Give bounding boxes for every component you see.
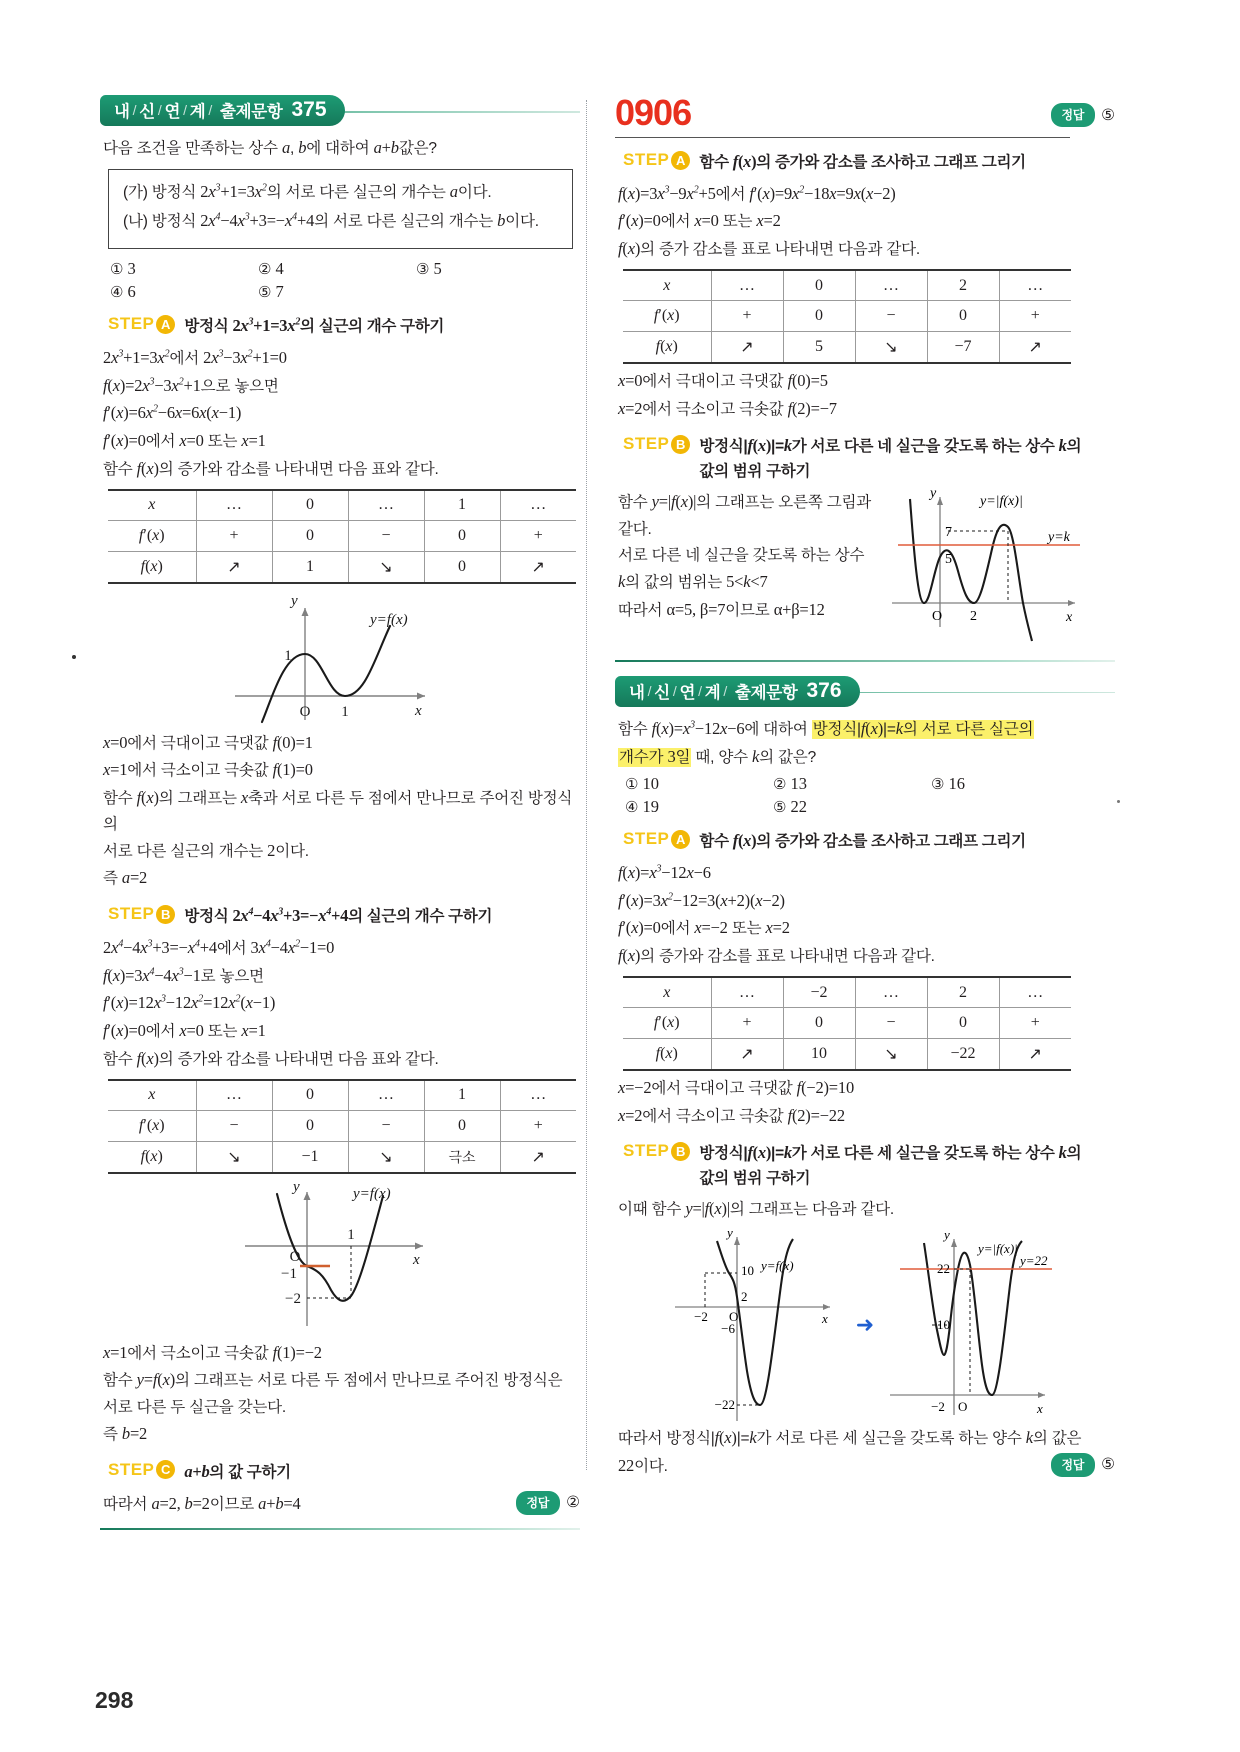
step-b-title: 방정식|f(x)|=k가 서로 다른 세 실근을 갖도록 하는 상수 k의 값의 범위 구하기: [699, 1143, 1082, 1188]
badge-char-3: 연: [164, 103, 181, 121]
step-c-title: a+b의 값 구하기: [184, 1461, 291, 1481]
step-a-0906: [623, 150, 1115, 175]
p2-stepa-line-3: f′(x)=0에서 x=−2 또는 x=2: [618, 918, 790, 938]
stepa-after-5: 즉 a=2: [103, 868, 148, 888]
svg-text:O: O: [299, 703, 311, 720]
step-label: STEP A: [623, 829, 690, 849]
step-label: STEP A: [623, 150, 690, 170]
answer-value: ②: [566, 1494, 580, 1512]
graph-cubic-375: [210, 588, 470, 728]
table-row: f′(x) − 0 − 0 +: [108, 1111, 576, 1142]
svg-text:y=|f(x)|: y=|f(x)|: [978, 1241, 1018, 1257]
choice-3[interactable]: ③ 5: [416, 259, 442, 279]
choice-4[interactable]: ④ 19: [625, 797, 659, 817]
step-a-376: [623, 829, 1115, 854]
badge-number: 376: [806, 678, 842, 702]
svg-text:y: y: [726, 1225, 733, 1241]
step-circle-b: B: [671, 435, 690, 454]
stepb-text-block: [615, 489, 880, 624]
svg-text:x: x: [1066, 610, 1073, 626]
condition-box: [108, 169, 573, 249]
answer-375: [516, 1491, 581, 1515]
r-stepb-line-1: 함수 y=|f(x)|의 그래프는 오른쪽 그림과: [618, 492, 872, 512]
section-separator: [100, 1528, 580, 1530]
p2-stepa-after-2: x=2에서 극소이고 극솟값 f(2)=−22: [618, 1105, 845, 1125]
stepa-after-4: 서로 다른 실근의 개수는 2이다.: [103, 840, 309, 860]
left-column: [100, 95, 580, 1530]
table-row: f′(x) + 0 − 0 +: [623, 301, 1071, 332]
condition-ga: (가) 방정식 $2x^3+1=3x^2$의 서로 다른 실근의 개수는 a이다.: [123, 181, 492, 201]
stepa-line-5: 함수 f(x)의 증가와 감소를 나타내면 다음 표와 같다.: [103, 458, 439, 478]
problem-376-header: [615, 676, 1115, 710]
choice-row-2: [110, 282, 580, 302]
table-row: f(x) ↘ −1 ↘ 극소 ↗: [108, 1142, 576, 1173]
table-row: f′(x) + 0 − 0 +: [108, 521, 576, 552]
choice-2[interactable]: ② 13: [773, 774, 807, 794]
svg-text:y=f(x): y=f(x): [370, 611, 408, 628]
choice-3[interactable]: ③ 16: [931, 774, 965, 794]
graph-fx-376: [665, 1225, 850, 1425]
svg-text:1: 1: [284, 647, 292, 664]
graph-quartic-375: [205, 1178, 475, 1338]
svg-text:x: x: [413, 1251, 420, 1268]
svg-text:y: y: [293, 1178, 300, 1195]
step-a-title: 함수 f(x)의 증가와 감소를 조사하고 그래프 그리기: [699, 152, 1026, 171]
badge-char-4: 계: [704, 683, 721, 702]
choice-row-1: [110, 259, 580, 279]
stepa-line-1: $2x^3+1=3x^2$에서 $2x^3-3x^2+1=0$: [103, 347, 287, 367]
svg-text:7: 7: [945, 525, 952, 541]
badge-suffix: 출제문항: [734, 683, 798, 702]
p2-stepb-line: 이때 함수 y=|f(x)|의 그래프는 다음과 같다.: [618, 1199, 895, 1219]
svg-text:2: 2: [970, 609, 977, 625]
svg-text:y=f(x): y=f(x): [760, 1258, 794, 1274]
stepa-line-3: $f'(x)=6x^2-6x=6x(x-1)$: [103, 403, 242, 423]
badge-char-1: 내: [629, 683, 645, 702]
p2-stepa-after-1: x=−2에서 극대이고 극댓값 f(−2)=10: [618, 1077, 855, 1097]
svg-text:O: O: [289, 1248, 301, 1265]
badge-char-4: 계: [189, 103, 206, 121]
step-b-title: 방정식 $2x^4-4x^3+3=-x^4+4$의 실근의 개수 구하기: [184, 906, 493, 926]
svg-text:−22: −22: [714, 1397, 735, 1413]
stepa-after-1: x=0에서 극대이고 극댓값 f(0)=1: [103, 732, 313, 752]
naesin-badge-375: 내 / 신 / 연 / 계 / 출제문항 375: [100, 95, 345, 126]
r-stepa-line-3: f(x)의 증가 감소를 표로 나타내면 다음과 같다.: [618, 239, 920, 259]
step-b-title: 방정식|f(x)|=k가 서로 다른 네 실근을 갖도록 하는 상수 k의 값의 범위 구하기: [699, 436, 1082, 481]
table-row: x … 0 … 1 …: [108, 490, 576, 521]
highlight-2: 개수가 3일: [619, 746, 691, 766]
column-divider: [586, 100, 587, 1470]
table-row: x … 0 … 1 …: [108, 1080, 576, 1111]
r-stepb-line-4: k의 값의 범위는 5<k<7: [618, 572, 768, 592]
table-row: f(x) ↗ 10 ↘ −22 ↗: [623, 1039, 1071, 1070]
choice-4[interactable]: ④ 6: [110, 282, 136, 302]
increase-decrease-table-1: [108, 489, 576, 584]
svg-text:y: y: [930, 486, 937, 502]
svg-text:O: O: [728, 1309, 739, 1325]
graph-absfx-376: [880, 1225, 1065, 1425]
svg-text:1: 1: [341, 703, 349, 720]
step-b-375: [108, 904, 580, 929]
step-circle-a: A: [156, 315, 175, 334]
svg-text:x: x: [415, 702, 422, 719]
step-circle-c: C: [156, 1460, 175, 1479]
graph-abs-0906: [880, 483, 1095, 648]
svg-text:22: 22: [937, 1261, 951, 1277]
arrow-right-icon: ➜: [855, 1312, 875, 1338]
choice-1[interactable]: ① 10: [625, 774, 659, 794]
svg-text:−2: −2: [285, 1290, 301, 1307]
step-circle-a: A: [671, 830, 690, 849]
svg-text:1: 1: [347, 1226, 355, 1243]
stepb-after-2: 함수 y=f(x)의 그래프는 서로 다른 두 점에서 만나므로 주어진 방정식은: [103, 1370, 563, 1390]
stepb-after-4: 즉 b=2: [103, 1424, 148, 1444]
step-a-title: 함수 f(x)의 증가와 감소를 조사하고 그래프 그리기: [699, 831, 1026, 851]
svg-text:10: 10: [740, 1263, 754, 1279]
step-label: STEP B: [108, 904, 175, 924]
answer-label: 정답: [1051, 1453, 1096, 1477]
step-b-0906: [623, 434, 1115, 483]
stepb-after-1: x=1에서 극소이고 극솟값 f(1)=−2: [103, 1342, 322, 1362]
svg-text:y: y: [291, 592, 298, 609]
p2-conclusion-2: 22이다.: [618, 1455, 668, 1475]
page-number: 298: [95, 1687, 134, 1713]
answer-label: 정답: [1051, 103, 1096, 127]
r-stepb-line-5: 따라서 α=5, β=7이므로 α+β=12: [618, 600, 825, 619]
answer-value: ⑤: [1101, 106, 1115, 124]
choice-2[interactable]: ② 4: [258, 259, 284, 279]
stepa-after-3: 함수 f(x)의 그래프는 x축과 서로 다른 두 점에서 만나므로 주어진 방정식의: [103, 787, 573, 833]
step-c-375: [108, 1460, 580, 1485]
problem-number-0906: 0906: [615, 92, 692, 133]
stepb-line-1: $2x^4-4x^3+3=-x^4+4$에서 $3x^4-4x^2-1=0$: [103, 937, 335, 957]
step-label: STEP C: [108, 1460, 175, 1480]
svg-text:−2: −2: [931, 1399, 946, 1415]
choices-375: [110, 259, 580, 302]
choice-row-2: [625, 797, 1115, 817]
table-row: x … 0 … 2 …: [623, 270, 1071, 301]
svg-text:y=|f(x)|: y=|f(x)|: [980, 494, 1023, 510]
problem-375-header: [100, 95, 580, 129]
svg-text:x: x: [1037, 1401, 1043, 1417]
svg-text:y=k: y=k: [1048, 530, 1070, 546]
graph-pair-376: [615, 1225, 1115, 1425]
svg-text:5: 5: [945, 552, 952, 568]
stepb-line-2: $f(x)=3x^4-4x^3-1$로 놓으면: [103, 965, 264, 985]
answer-label: 정답: [516, 1491, 561, 1515]
table-row: x … −2 … 2 …: [623, 977, 1071, 1008]
step-label: STEP B: [623, 434, 690, 454]
svg-text:10: 10: [937, 1317, 951, 1333]
increase-decrease-table-0906: [623, 269, 1071, 364]
stepb-line-4: f′(x)=0에서 x=0 또는 x=1: [103, 1021, 266, 1041]
answer-376: [1051, 1453, 1116, 1477]
answer-value: ⑤: [1101, 1456, 1115, 1474]
stepa-line-4: f′(x)=0에서 x=0 또는 x=1: [103, 431, 266, 451]
p2-stepa-line-1: $f(x)=x^3-12x-6$: [618, 863, 711, 883]
stepa-after-2: x=1에서 극소이고 극솟값 f(1)=0: [103, 760, 313, 780]
problem-376-prompt-line1: 함수 $f(x)=x^3-12x-6$에 대하여 방정식|f(x)|=k의 서로 다른 실근의: [618, 718, 1034, 738]
step-b-376: [623, 1141, 1115, 1190]
problem-rule: [615, 137, 1070, 138]
svg-text:−6: −6: [720, 1321, 735, 1337]
stepb-after-3: 서로 다른 두 실근을 갖는다.: [103, 1398, 287, 1416]
table-row: f(x) ↗ 1 ↘ 0 ↗: [108, 552, 576, 583]
p2-conclusion-1: 따라서 방정식|f(x)|=k가 서로 다른 세 실근을 갖도록 하는 양수 k의 값은: [618, 1428, 1082, 1448]
highlight-1: 방정식|f(x)|=k의 서로 다른 실근의: [812, 718, 1034, 738]
svg-text:−1: −1: [281, 1265, 297, 1282]
svg-text:y: y: [944, 1227, 950, 1243]
stepb-line-5: 함수 f(x)의 증가와 감소를 나타내면 다음 표와 같다.: [103, 1048, 439, 1068]
naesin-badge-376: 내 / 신 / 연 / 계 / 출제문항 376: [615, 676, 860, 707]
p2-stepa-line-2: $f'(x)=3x^2-12=3(x+2)(x-2)$: [618, 890, 785, 910]
increase-decrease-table-376: [623, 976, 1071, 1071]
r-stepa-after-1: x=0에서 극대이고 극댓값 f(0)=5: [618, 370, 828, 390]
stepa-line-2: $f(x)=2x^3-3x^2+1$으로 놓으면: [103, 375, 279, 395]
r-stepa-after-2: x=2에서 극소이고 극솟값 f(2)=−7: [618, 398, 837, 418]
badge-number: 375: [291, 98, 327, 121]
stepc-line: 따라서 a=2, b=2이므로 a+b=4: [103, 1493, 301, 1513]
badge-char-3: 연: [679, 683, 696, 702]
choice-5[interactable]: ⑤ 7: [258, 282, 284, 302]
badge-char-1: 내: [114, 103, 130, 121]
r-stepa-line-2: f′(x)=0에서 x=0 또는 x=2: [618, 211, 781, 231]
margin-dot: [72, 655, 76, 659]
answer-0906-top: [1051, 103, 1116, 127]
step-a-375: [108, 314, 580, 339]
margin-dot-right: [1117, 800, 1120, 803]
badge-suffix: 출제문항: [219, 103, 283, 121]
right-column: [615, 92, 1115, 1481]
table-row: f(x) ↗ 5 ↘ −7 ↗: [623, 332, 1071, 363]
svg-text:−2: −2: [693, 1309, 708, 1325]
step-circle-a: A: [671, 151, 690, 170]
r-stepb-line-2: 같다.: [618, 521, 652, 539]
badge-char-2: 신: [139, 103, 155, 121]
stepb-line-3: $f'(x)=12x^3-12x^2=12x^2(x-1)$: [103, 993, 276, 1013]
step-a-title: 방정식 $2x^3+1=3x^2$의 실근의 개수 구하기: [184, 316, 445, 336]
svg-text:2: 2: [740, 1289, 748, 1305]
p2-stepa-line-4: f(x)의 증가와 감소를 표로 나타내면 다음과 같다.: [618, 946, 935, 966]
r-stepb-line-3: 서로 다른 네 실근을 갖도록 하는 상수: [618, 547, 865, 565]
badge-char-2: 신: [654, 683, 670, 702]
step-circle-b: B: [671, 1142, 690, 1161]
svg-text:O: O: [958, 1399, 968, 1415]
table-row: f′(x) + 0 − 0 +: [623, 1008, 1071, 1039]
svg-text:O: O: [932, 609, 943, 625]
svg-text:x: x: [821, 1311, 828, 1327]
problem-375-prompt: 다음 조건을 만족하는 상수 a, b에 대하여 a+b값은?: [103, 138, 437, 157]
r-stepa-line-1: $f(x)=3x^3-9x^2+5$에서 $f'(x)=9x^2-18x=9x(x-2)$: [618, 183, 896, 203]
section-separator-2: [615, 660, 1115, 662]
step-label: STEP A: [108, 314, 175, 334]
step-label: STEP B: [623, 1141, 690, 1161]
condition-na: (나) 방정식 $2x^4-4x^3+3=-x^4+4$의 서로 다른 실근의 개수는 b이다.: [123, 211, 539, 231]
svg-text:y=22: y=22: [1020, 1253, 1048, 1269]
choice-5[interactable]: ⑤ 22: [773, 797, 807, 817]
choice-1[interactable]: ① 3: [110, 259, 136, 279]
choices-376: [625, 774, 1115, 817]
increase-decrease-table-2: [108, 1079, 576, 1174]
problem-376-prompt-line2: 개수가 3일 때, 양수 k의 값은?: [619, 746, 817, 766]
step-circle-b: B: [156, 905, 175, 924]
choice-row-1: [625, 774, 1115, 794]
svg-text:y=f(x): y=f(x): [353, 1185, 391, 1202]
